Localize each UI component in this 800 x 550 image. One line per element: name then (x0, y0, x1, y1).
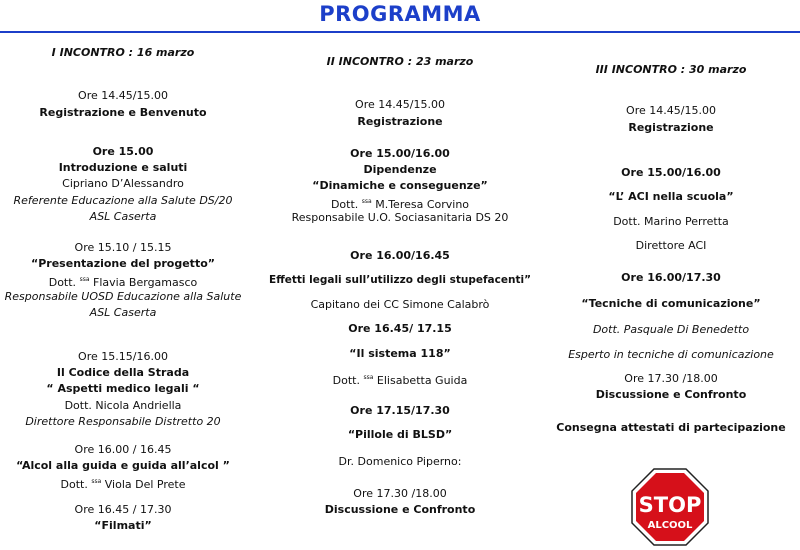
col1-speaker (49, 273, 198, 290)
col1-line: Responsabile UOSD Educazione alla Salute (4, 290, 242, 303)
title-divider (0, 31, 800, 33)
col2-heading: II INCONTRO : 23 marzo (326, 55, 474, 68)
col1-speaker (61, 475, 186, 492)
col1-line: Cipriano D’Alessandro (62, 177, 184, 190)
col3-line: Discussione e Confronto (595, 388, 747, 401)
col1-line: Il Codice della Strada (56, 366, 190, 379)
col2-line: Ore 17.30 /18.00 (353, 487, 447, 500)
col1-line: ASL Caserta (89, 306, 157, 319)
col3-line: “L’ ACI nella scuola” (608, 190, 734, 203)
col1-line: Ore 16.45 / 17.30 (74, 503, 172, 516)
col1-line: Registrazione e Benvenuto (39, 106, 207, 119)
col2-line: Discussione e Confronto (324, 503, 476, 516)
col2-speaker (333, 371, 468, 388)
col1-line: Dott. Nicola Andriella (64, 399, 182, 412)
col3-line: Direttore ACI (635, 239, 707, 252)
dott-prefix: Dott. (48, 276, 77, 289)
col2-line: Ore 16.45/ 17.15 (348, 322, 452, 335)
col1-line: Viola Del Prete (104, 478, 186, 491)
col1-line: Introduzione e saluti (58, 161, 188, 174)
col1-line: Ore 15.10 / 15.15 (74, 241, 172, 254)
dott-prefix: Dott. (60, 478, 88, 491)
col3-line: Consegna attestati di partecipazione (556, 421, 786, 434)
col3-line: Ore 14.45/15.00 (626, 104, 716, 117)
col1-line: Direttore Responsabile Distretto 20 (25, 415, 221, 428)
dott-sup: ssa (361, 198, 372, 205)
page-title: PROGRAMMA (319, 2, 481, 26)
col2-speaker (331, 195, 469, 212)
col1-line: “Filmati” (94, 519, 152, 532)
col3-line: Dott. Pasquale Di Benedetto (592, 323, 750, 336)
col2-line: Ore 17.15/17.30 (350, 404, 450, 417)
col2-line: Dipendenze (363, 163, 437, 176)
col2-line: Elisabetta Guida (376, 374, 468, 387)
col1-line: Ore 15.15/16.00 (78, 350, 168, 363)
dott-sup: ssa (363, 374, 374, 381)
col2-line: Registrazione (357, 115, 443, 128)
col1-line: “ Aspetti medico legali “ (46, 382, 200, 395)
col1-line: Ore 16.00 / 16.45 (74, 443, 172, 456)
col1-line: Ore 14.45/15.00 (78, 89, 168, 102)
col2-line: Ore 14.45/15.00 (355, 98, 445, 111)
stop-sign-subword: ALCOOL (647, 520, 693, 531)
col3-line: Ore 15.00/16.00 (621, 166, 721, 179)
col2-line: “Il sistema 118” (349, 347, 451, 360)
dott-prefix: Dott. (332, 374, 360, 387)
col2-line: M.Teresa Corvino (375, 198, 470, 211)
stop-sign-word: STOP (638, 493, 702, 517)
col3-line: Dott. Marino Perretta (613, 215, 729, 228)
col2-line: Dr. Domenico Piperno: (338, 455, 462, 468)
col1-line: “Presentazione del progetto” (31, 257, 215, 270)
col2-line: Ore 16.00/16.45 (350, 249, 450, 262)
col3-line: Ore 17.30 /18.00 (624, 372, 718, 385)
col1-line: Referente Educazione alla Salute DS/20 (13, 194, 233, 207)
dott-prefix: Dott. (330, 198, 359, 211)
col3-heading: III INCONTRO : 30 marzo (595, 63, 747, 76)
col2-line: “Pillole di BLSD” (347, 428, 453, 441)
col2-line: “Dinamiche e conseguenze” (312, 179, 488, 192)
dott-sup: ssa (79, 276, 90, 283)
col2-line: Ore 15.00/16.00 (350, 147, 450, 160)
col1-line: ASL Caserta (89, 210, 157, 223)
stop-sign-icon (631, 468, 709, 546)
col1-line: Ore 15.00 (92, 145, 154, 158)
col3-line: Registrazione (628, 121, 714, 134)
col1-line: Flavia Bergamasco (93, 276, 198, 289)
col3-line: Ore 16.00/17.30 (621, 271, 721, 284)
dott-sup: ssa (91, 478, 102, 485)
col2-line: Effetti legali sull’utilizzo degli stupefacenti” (269, 274, 531, 286)
col1-heading: I INCONTRO : 16 marzo (51, 46, 195, 59)
col2-line: Capitano dei CC Simone Calabrò (310, 298, 490, 311)
col2-line: Responsabile U.O. Sociasanitaria DS 20 (291, 211, 509, 224)
col3-line: “Tecniche di comunicazione” (581, 297, 761, 310)
col3-line: Esperto in tecniche di comunicazione (568, 348, 774, 361)
col1-line: “Alcol alla guida e guida all’alcol ” (16, 459, 230, 472)
